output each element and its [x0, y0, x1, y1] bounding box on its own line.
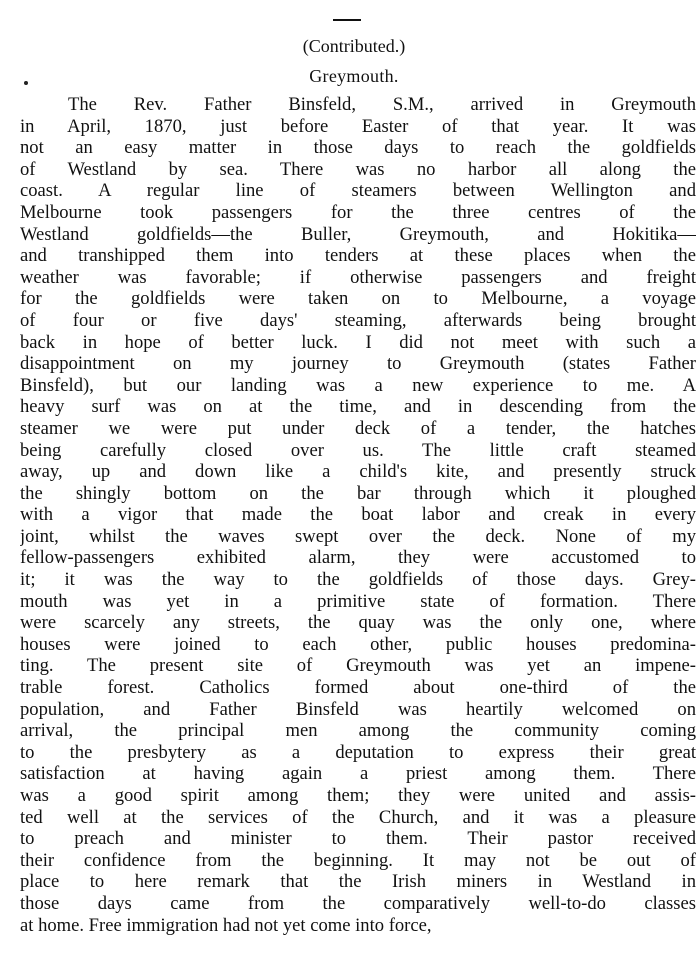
article-line: were scarcely any streets, the quay was the only one, where: [20, 612, 696, 634]
article-line: not an easy matter in those days to reach the goldfields: [20, 137, 696, 159]
article-line: Melbourne took passengers for the three centres of the: [20, 201, 696, 223]
article-line: of four or five days' steaming, afterwards being brought: [20, 309, 696, 331]
article-line: with a vigor that made the boat labor and creak in every: [20, 504, 696, 526]
article-line: their confidence from the beginning. It may not be out of: [20, 849, 696, 871]
article-line: it; it was the way to the goldfields of those days. Grey-: [20, 569, 696, 591]
article-line: place to here remark that the Irish miners in Westland in: [20, 871, 696, 893]
byline: (Contributed.): [302, 36, 406, 56]
article-line: to the presbytery as a deputation to express their great: [20, 741, 696, 763]
article-line: coast. A regular line of steamers between Wellington and: [20, 180, 696, 202]
article-line: The Rev. Father Binsfeld, S.M., arrived in Greymouth: [68, 94, 696, 115]
article-line: trable forest. Catholics formed about one-third of the: [20, 677, 696, 699]
article-line: fellow-passengers exhibited alarm, they were accustomed to: [20, 547, 696, 569]
article-line: joint, whilst the waves swept over the deck. None of my: [20, 525, 696, 547]
article-line: steamer we were put under deck of a tender, the hatches: [20, 417, 696, 439]
article-line: in April, 1870, just before Easter of that year. It was: [20, 115, 696, 137]
article-line: at home. Free immigration had not yet come into force,: [20, 914, 432, 936]
article-line: to preach and minister to them. Their pastor received: [20, 828, 696, 850]
article-line: weather was favorable; if otherwise passengers and freight: [20, 266, 696, 288]
article-line: ted well at the services of the Church, and it was a pleasure: [20, 806, 696, 828]
article-line: population, and Father Binsfeld was heartily welcomed on: [20, 698, 696, 720]
article-line: being carefully closed over us. The little craft steamed: [20, 439, 696, 461]
article-title: Greymouth.: [309, 66, 399, 86]
article-line: arrival, the principal men among the community coming: [20, 720, 696, 742]
article-line: away, up and down like a child's kite, and presently struck: [20, 461, 696, 483]
article-line: mouth was yet in a primitive state of formation. There: [20, 590, 696, 612]
article-line: ting. The present site of Greymouth was yet an impene-: [20, 655, 696, 677]
article-line: of Westland by sea. There was no harbor all along the: [20, 158, 696, 180]
article-line: for the goldfields were taken on to Melbourne, a voyage: [20, 288, 696, 310]
article-line: Binsfeld), but our landing was a new experience to me. A: [20, 374, 696, 396]
article-line: Westland goldfields—the Buller, Greymouth, and Hokitika—: [20, 223, 696, 245]
article-line: and transhipped them into tenders at these places when the: [20, 245, 696, 267]
section-divider: [333, 19, 361, 21]
article-line: disappointment on my journey to Greymouth (states Father: [20, 353, 696, 375]
article-line: was a good spirit among them; they were united and assis-: [20, 785, 696, 806]
article-line: satisfaction at having again a priest among them. There: [20, 763, 696, 785]
article-line: houses were joined to each other, public houses predomina-: [20, 633, 696, 655]
article-body: [20, 94, 696, 936]
article-line: the shingly bottom on the bar through which it ploughed: [20, 482, 696, 504]
article-line: those days came from the comparatively well-to-do classes: [20, 892, 696, 914]
article-line: back in hope of better luck. I did not meet with such a: [20, 331, 696, 353]
article-line: heavy surf was on at the time, and in descending from the: [20, 396, 696, 418]
